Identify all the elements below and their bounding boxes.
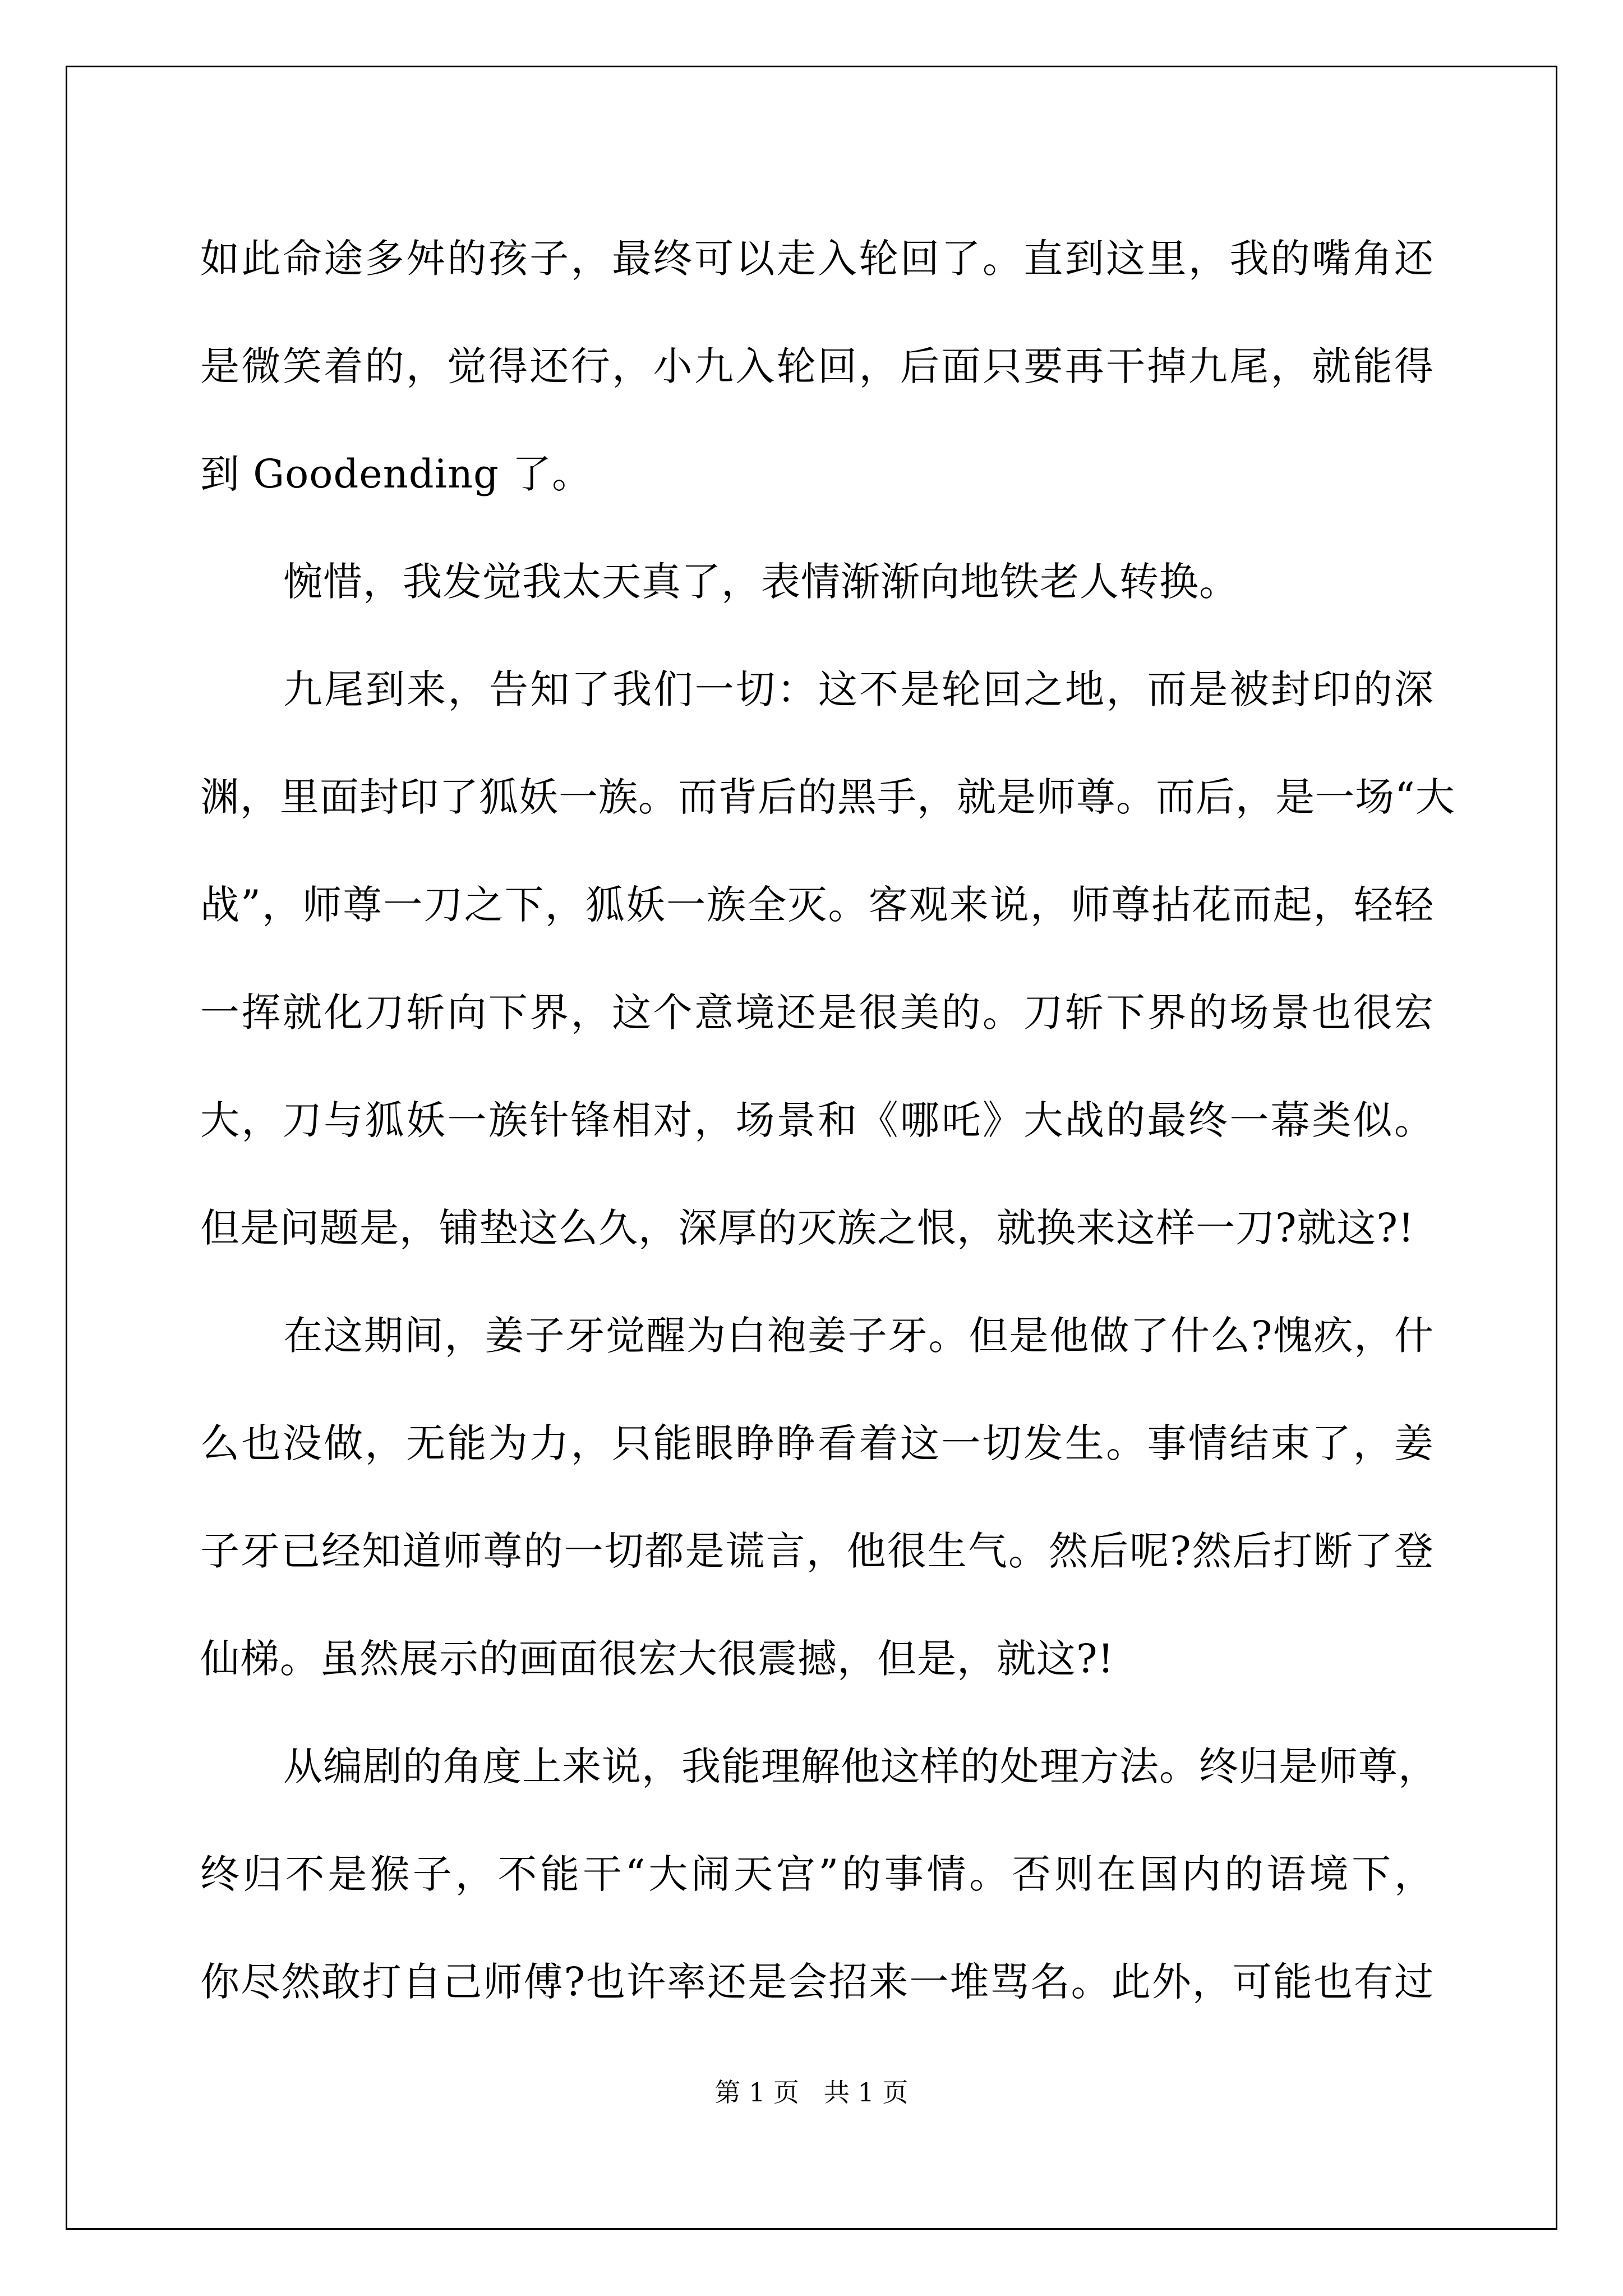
text-line: 惋惜，我发觉我太天真了，表情渐渐向地铁老人转换。 (283, 559, 1239, 605)
text-line: 一挥就化刀斩向下界，这个意境还是很美的。刀斩下界的场景也很宏 (200, 990, 1434, 1036)
text-line: 大，刀与狐妖一族针锋相对，场景和《哪吒》大战的最终一幕类似。 (200, 1097, 1434, 1143)
text-line: 渊，里面封印了狐妖一族。而背后的黑手，就是师尊。而后，是一场“大 (200, 774, 1455, 820)
text-line: 九尾到来，告知了我们一切：这不是轮回之地，而是被封印的深 (283, 666, 1434, 712)
text-line: 么也没做，无能为力，只能眼睁睁看着这一切发生。事情结束了，姜 (200, 1420, 1434, 1466)
text-line: 在这期间，姜子牙觉醒为白袍姜子牙。但是他做了什么?愧疚，什 (283, 1313, 1434, 1359)
text-line: 战”，师尊一刀之下，狐妖一族全灭。客观来说，师尊拈花而起，轻轻 (200, 882, 1434, 928)
text-line: 终归不是猴子，不能干“大闹天宫”的事情。否则在国内的语境下， (200, 1851, 1434, 1897)
text-line: 子牙已经知道师尊的一切都是谎言，他很生气。然后呢?然后打断了登 (200, 1528, 1434, 1574)
text-line: 仙梯。虽然展示的画面很宏大很震撼，但是，就这?! (200, 1636, 1114, 1682)
page-footer (0, 2076, 1623, 2109)
text-line: 但是问题是，铺垫这么久，深厚的灭族之恨，就换来这样一刀?就这?! (200, 1205, 1415, 1251)
text-line: 从编剧的角度上来说，我能理解他这样的处理方法。终归是师尊， (283, 1743, 1438, 1789)
text-line: 到 Goodending 了。 (200, 451, 592, 497)
document-body (200, 205, 1455, 2036)
page-total: 共 1 页 (823, 2077, 909, 2108)
text-line: 是微笑着的，觉得还行，小九入轮回，后面只要再干掉九尾，就能得 (200, 343, 1434, 389)
page-number: 第 1 页 (714, 2077, 800, 2108)
text-line: 你尽然敢打自己师傅?也许率还是会招来一堆骂名。此外，可能也有过 (200, 1959, 1434, 2005)
text-line: 如此命途多舛的孩子，最终可以走入轮回了。直到这里，我的嘴角还 (200, 236, 1434, 282)
